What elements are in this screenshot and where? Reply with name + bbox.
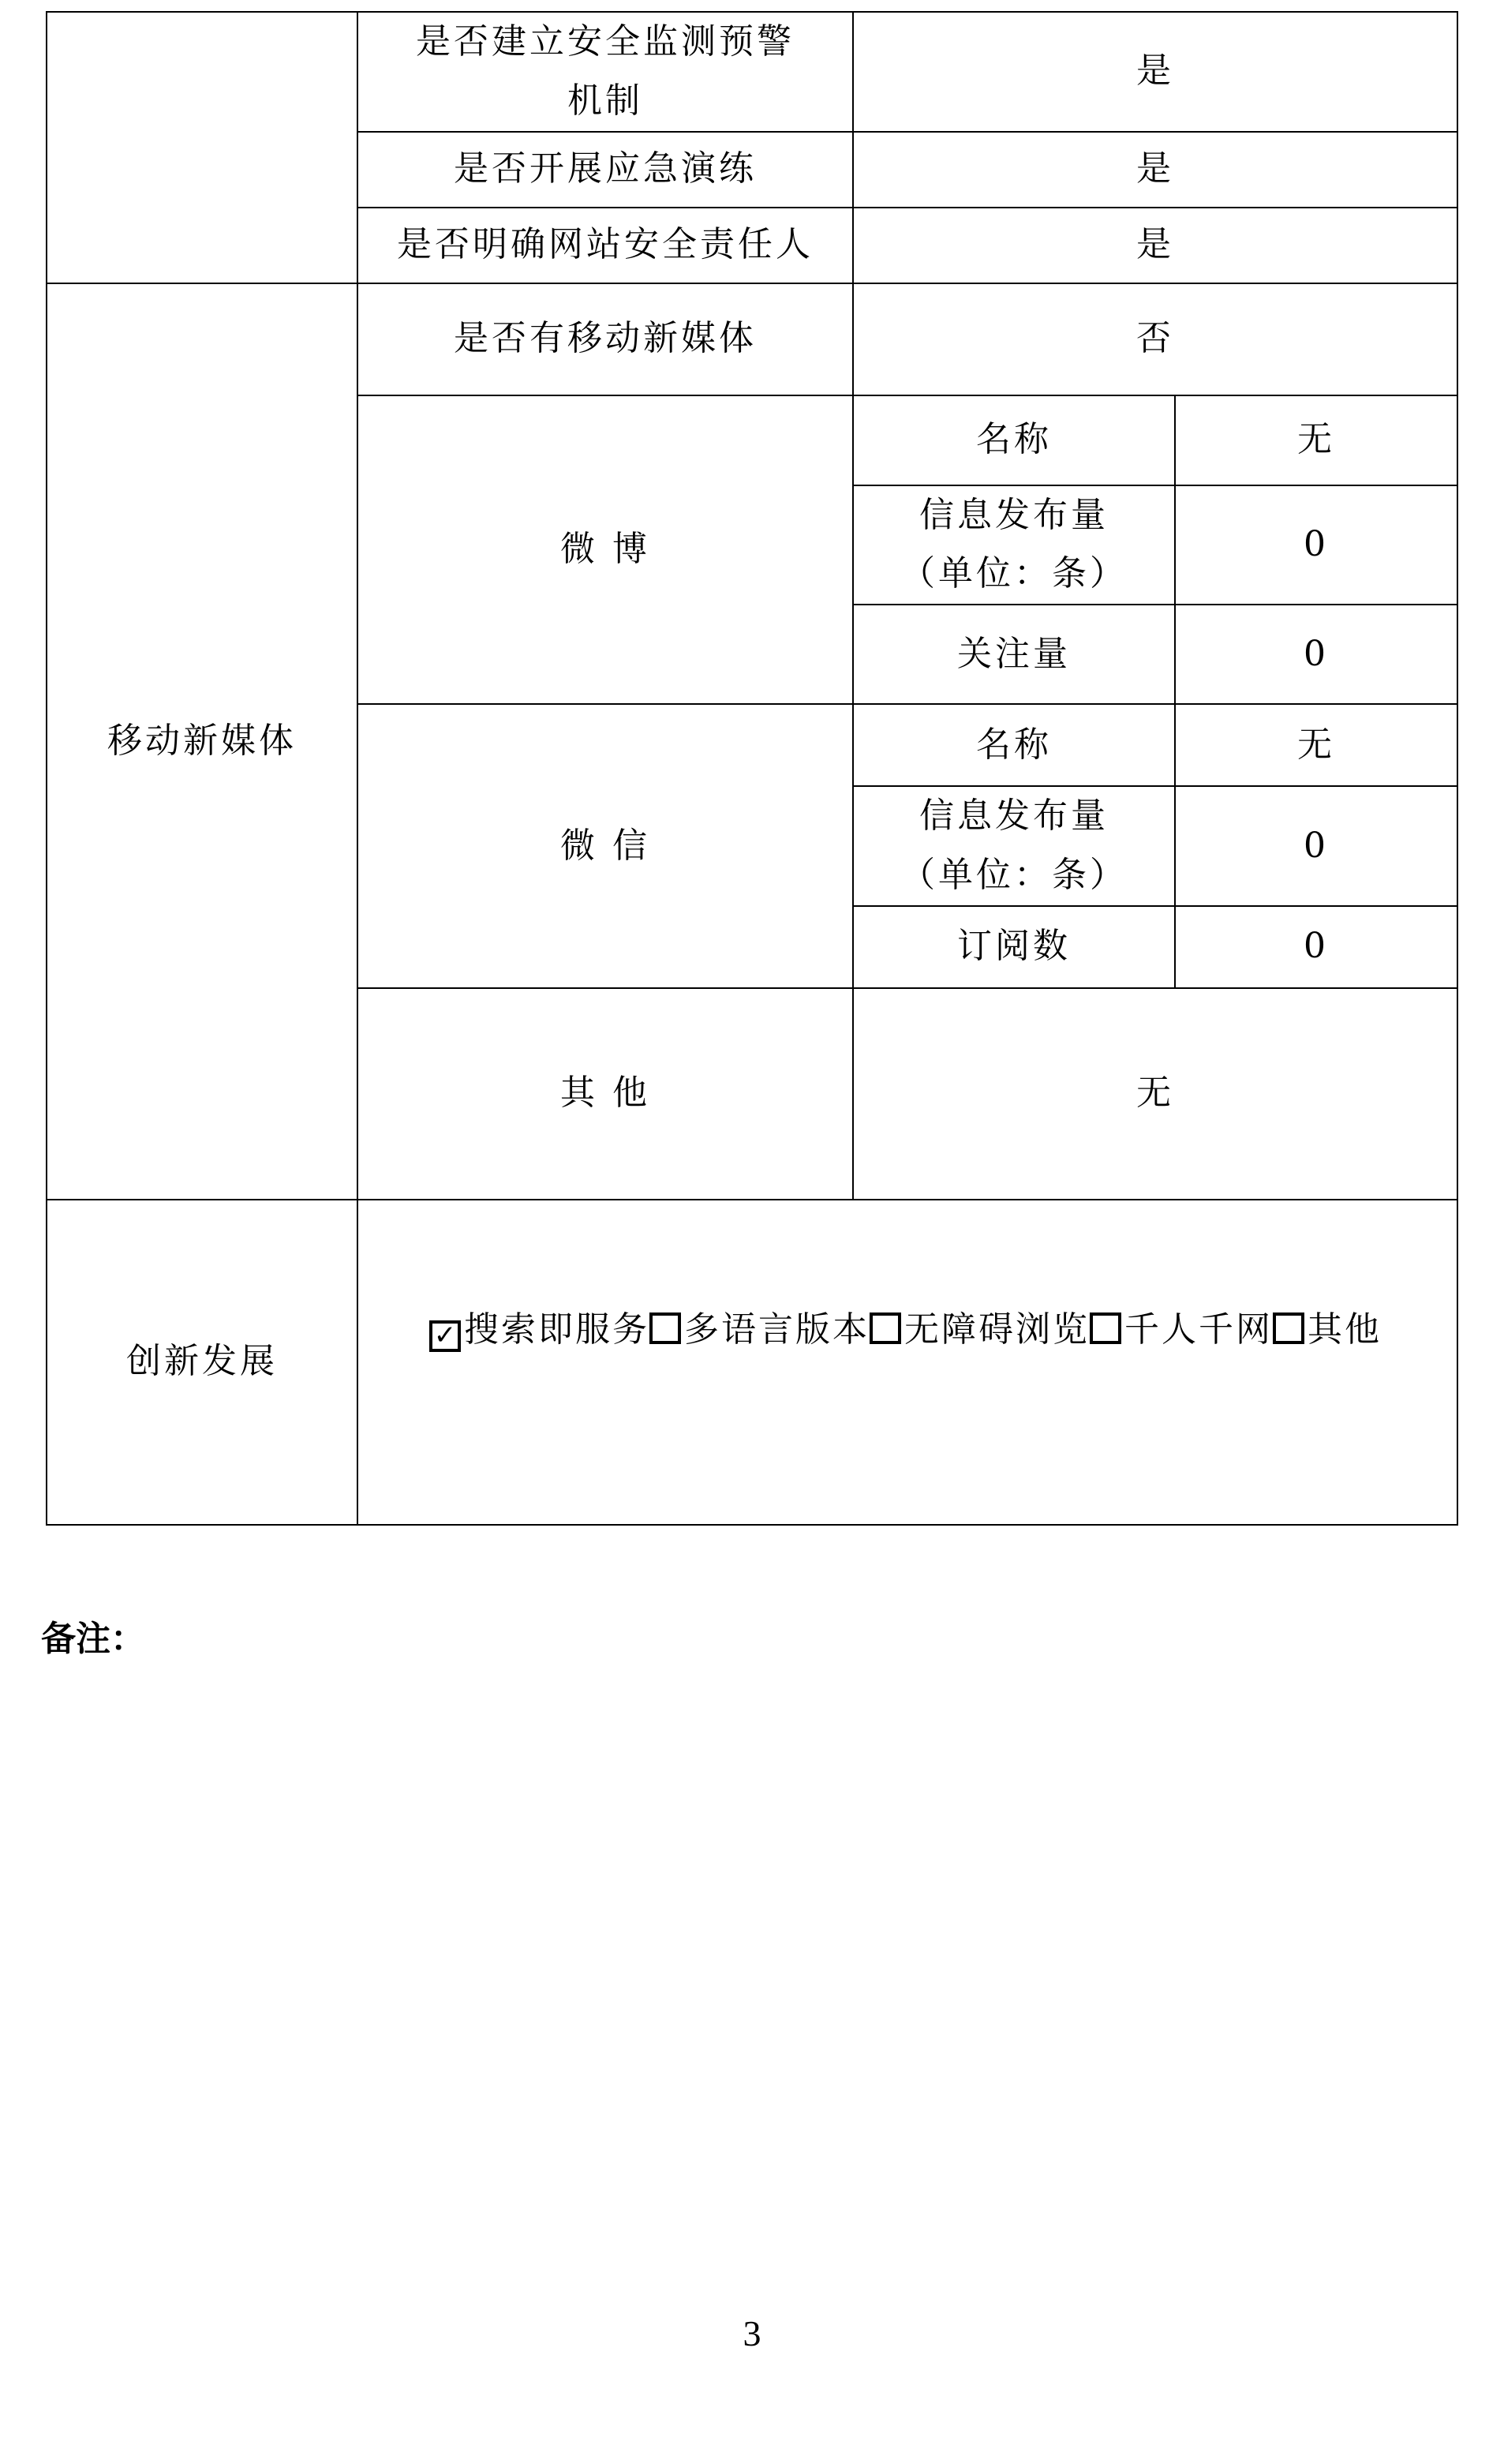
- other-value: 无: [853, 988, 1457, 1200]
- drill-label: 是否开展应急演练: [357, 132, 853, 208]
- innovation-option-label: 其他: [1308, 1309, 1382, 1350]
- weibo-label: 微 博: [357, 395, 853, 705]
- wechat-posts-value: 0: [1175, 786, 1457, 906]
- innovation-option-label: 千人千网: [1124, 1309, 1273, 1350]
- innovation-option-label: 无障碍浏览: [904, 1309, 1090, 1350]
- security-section-cell: [47, 12, 357, 283]
- checkbox-empty-icon[interactable]: [870, 1313, 901, 1344]
- weibo-followers-label: 关注量: [853, 605, 1175, 704]
- wechat-name-label: 名称: [853, 704, 1175, 786]
- innovation-option-label: 搜索即服务: [464, 1309, 649, 1350]
- innovation-option[interactable]: [649, 1309, 870, 1350]
- weibo-posts-label: 信息发布量（单位：条）: [853, 485, 1175, 605]
- checkbox-empty-icon[interactable]: [1273, 1313, 1304, 1344]
- weibo-followers-value: 0: [1175, 605, 1457, 704]
- weibo-posts-value: 0: [1175, 485, 1457, 605]
- weibo-name-value: 无: [1175, 395, 1457, 485]
- innovation-option[interactable]: [1273, 1309, 1382, 1350]
- row-has-media: [47, 283, 1457, 395]
- mobile-media-section: 移动新媒体: [47, 283, 357, 1200]
- wechat-posts-label: 信息发布量（单位：条）: [853, 786, 1175, 906]
- has-media-value: 否: [853, 283, 1457, 395]
- innovation-options-list: [429, 1301, 1382, 1360]
- report-table: [46, 11, 1458, 1526]
- innovation-section-label: 创新发展: [47, 1200, 357, 1525]
- row-innovation: [47, 1200, 1457, 1525]
- monitoring-label: 是否建立安全监测预警机制: [357, 12, 853, 132]
- drill-value: 是: [853, 132, 1457, 208]
- note-label: 备注：: [41, 1619, 145, 1659]
- weibo-name-label: 名称: [853, 395, 1175, 485]
- page-number: 3: [743, 2313, 761, 2354]
- innovation-option[interactable]: [870, 1309, 1090, 1350]
- innovation-option[interactable]: [1090, 1309, 1273, 1350]
- other-label: 其 他: [357, 988, 853, 1200]
- wechat-subscribers-label: 订阅数: [853, 906, 1175, 988]
- responsible-label: 是否明确网站安全责任人: [357, 208, 853, 283]
- row-monitoring: [47, 12, 1457, 132]
- wechat-subscribers-value: 0: [1175, 906, 1457, 988]
- innovation-option[interactable]: [429, 1309, 649, 1350]
- wechat-name-value: 无: [1175, 704, 1457, 786]
- checkbox-checked-icon[interactable]: ✓: [429, 1320, 461, 1352]
- wechat-label: 微 信: [357, 704, 853, 988]
- monitoring-value: 是: [853, 12, 1457, 132]
- checkbox-empty-icon[interactable]: [649, 1313, 681, 1344]
- checkbox-empty-icon[interactable]: [1090, 1313, 1121, 1344]
- innovation-options: [357, 1200, 1457, 1525]
- responsible-value: 是: [853, 208, 1457, 283]
- innovation-option-label: 多语言版本: [684, 1309, 870, 1350]
- has-media-label: 是否有移动新媒体: [357, 283, 853, 395]
